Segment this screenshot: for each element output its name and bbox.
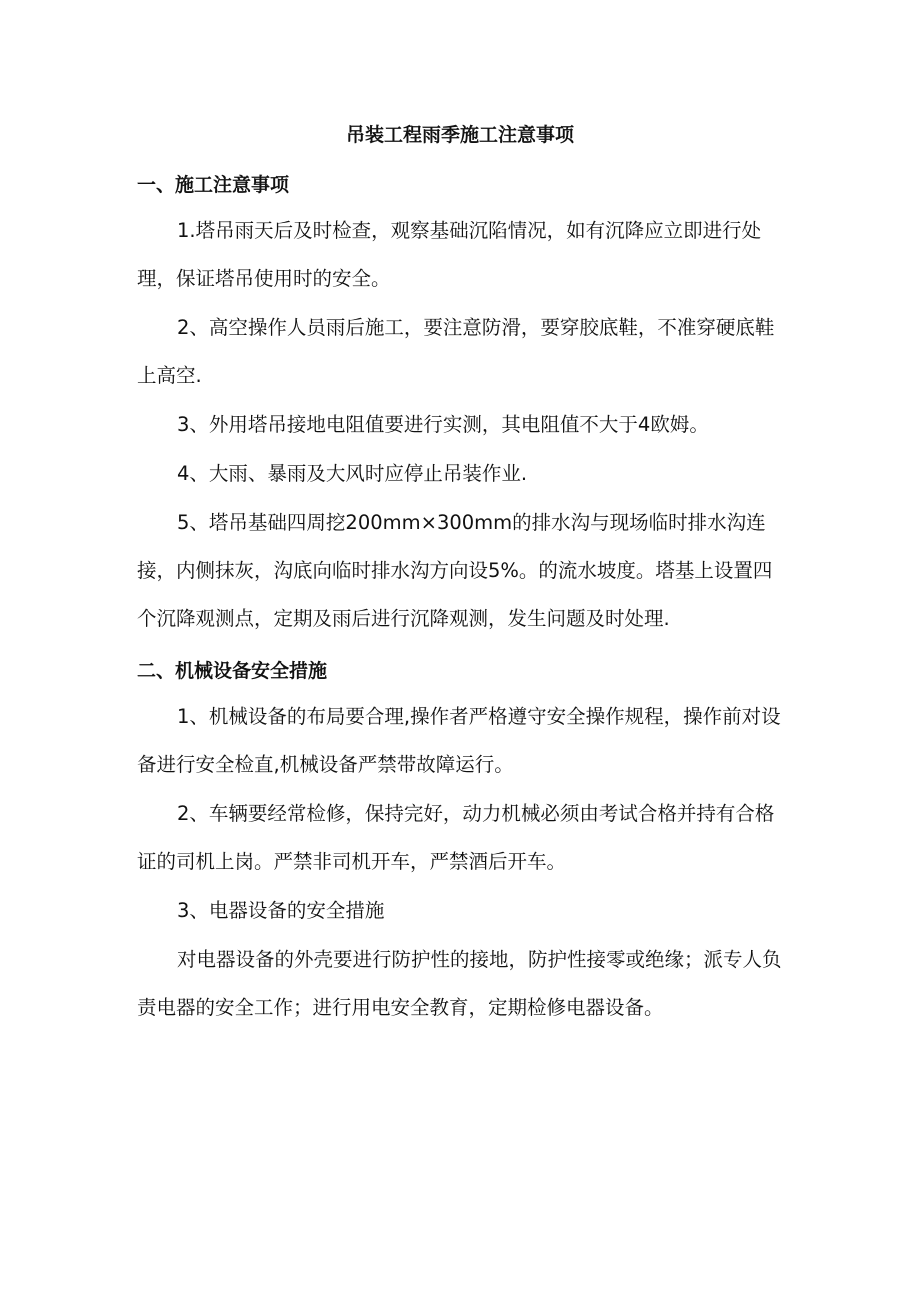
paragraph-grounding-resistance: 3、外用塔吊接地电阻值要进行实测，其电阻值不大于4欧姆。 xyxy=(177,413,709,436)
section-heading-construction-notes: 一、施工注意事项 xyxy=(137,174,290,196)
paragraph-electrical-grounding: 对电器设备的外壳要进行防护性的接地，防护性接零或绝缘；派专人负责电器的安全工作；进行用电安全教育，定期检修电器设备。 xyxy=(137,948,782,1019)
paragraph-stop-lifting-storm: 4、大雨、暴雨及大风时应停止吊装作业. xyxy=(177,462,528,485)
document-title: 吊装工程雨季施工注意事项 xyxy=(345,124,574,146)
paragraph-vehicle-maintenance: 2、车辆要经常检修，保持完好，动力机械必须由考试合格并持有合格证的司机上岗。严禁非司机开车，严禁酒后开车。 xyxy=(137,802,775,873)
paragraph-tower-crane-inspection: 1.塔吊雨天后及时检查，观察基础沉陷情况，如有沉降应立即进行处理，保证塔吊使用时的安全。 xyxy=(137,219,762,290)
paragraph-high-altitude-workers: 2、高空操作人员雨后施工，要注意防滑，要穿胶底鞋，不准穿硬底鞋上高空. xyxy=(137,316,775,387)
paragraph-drainage-ditch: 5、塔吊基础四周挖200mm×300mm的排水沟与现场临时排水沟连接，内侧抹灰，沟底向临时排水沟方向设5%。的流水坡度。塔基上设置四个沉降观测点，定期及雨后进行沉降观测，发生问题及时处理. xyxy=(137,511,773,630)
paragraph-machinery-layout: 1、机械设备的布局要合理,操作者严格遵守安全操作规程，操作前对设备进行安全检直,机械设备严禁带故障运行。 xyxy=(137,705,781,776)
paragraph-electrical-safety-heading: 3、电器设备的安全措施 xyxy=(177,899,385,922)
section-heading-machinery-safety: 二、机械设备安全措施 xyxy=(137,660,328,682)
